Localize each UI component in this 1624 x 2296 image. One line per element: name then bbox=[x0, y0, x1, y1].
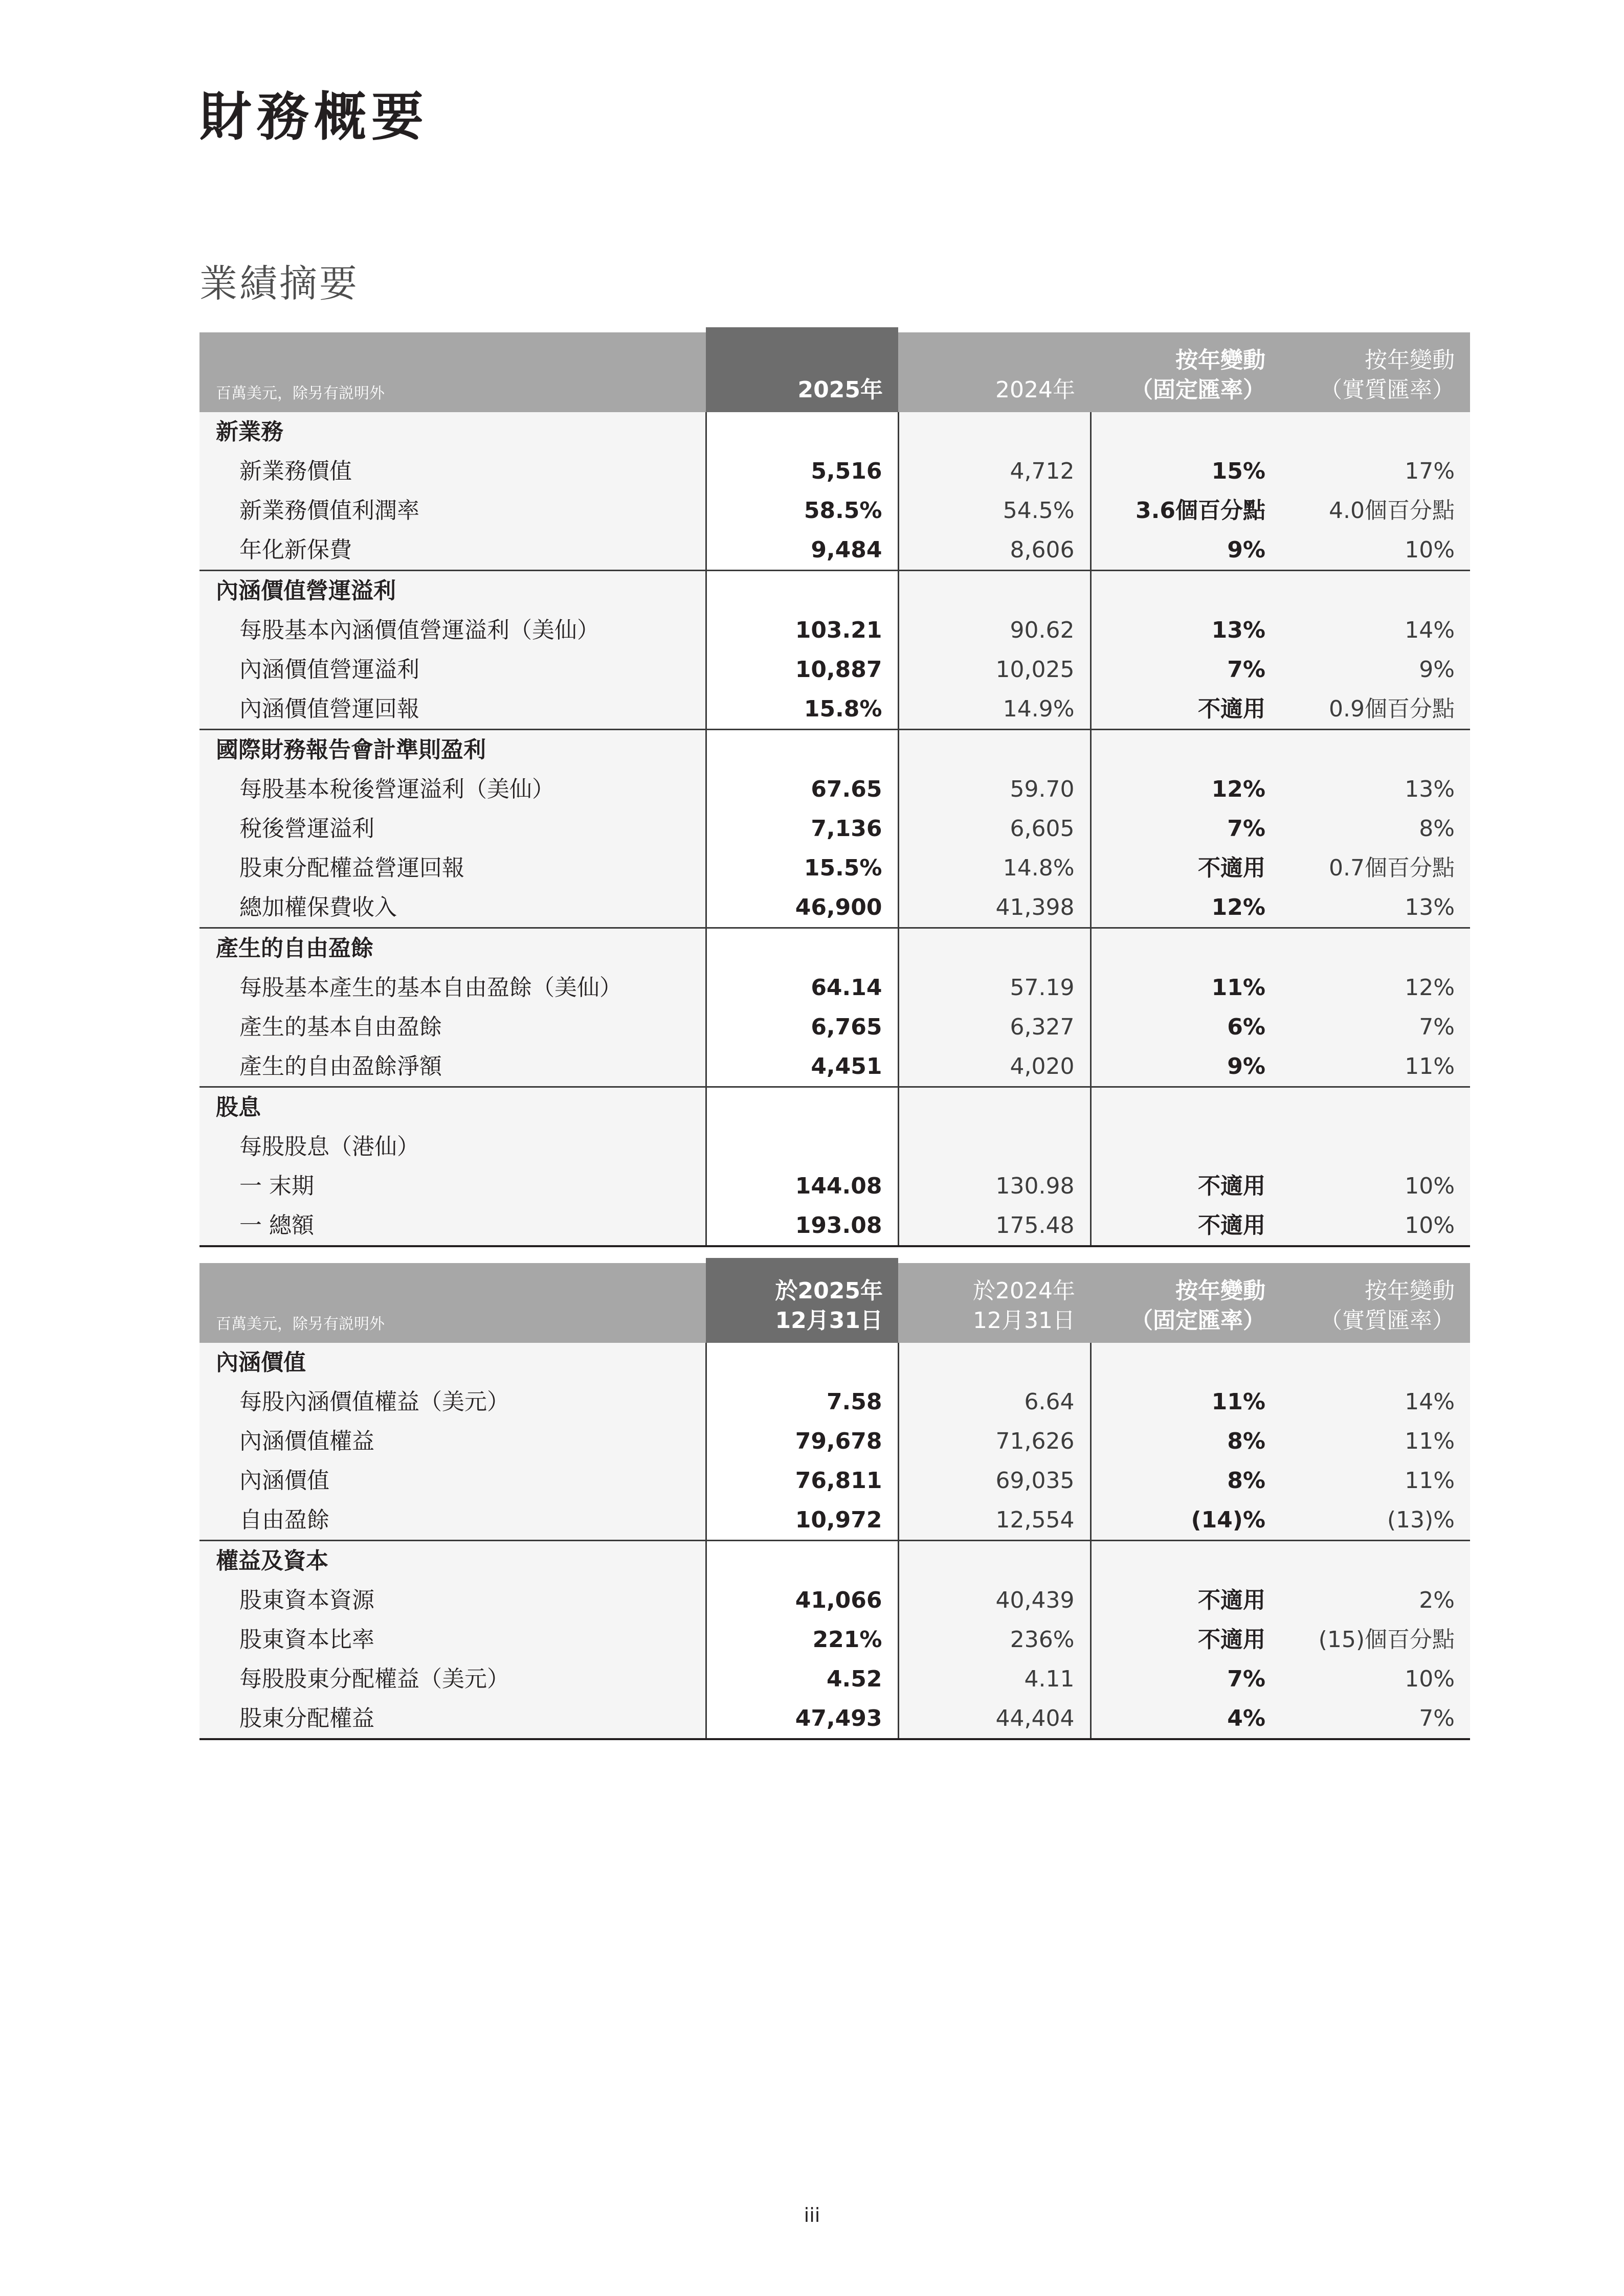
value-current: 10,887 bbox=[706, 650, 898, 689]
value-previous: 10,025 bbox=[898, 650, 1091, 689]
value-yoy-constant bbox=[1091, 412, 1281, 452]
value-yoy-actual: (15)個百分點 bbox=[1281, 1620, 1470, 1659]
value-current: 221% bbox=[706, 1620, 898, 1659]
value-previous: 14.8% bbox=[898, 848, 1091, 888]
table-row bbox=[199, 1127, 1470, 1166]
value-yoy-constant bbox=[1091, 928, 1281, 969]
value-yoy-actual bbox=[1281, 1127, 1470, 1166]
row-label: 一 末期 bbox=[199, 1166, 706, 1206]
row-label: 自由盈餘 bbox=[199, 1500, 706, 1541]
value-yoy-constant: 不適用 bbox=[1091, 1166, 1281, 1206]
row-label: 內涵價值 bbox=[199, 1343, 706, 1382]
value-yoy-actual: 14% bbox=[1281, 1382, 1470, 1422]
value-yoy-constant: 不適用 bbox=[1091, 848, 1281, 888]
value-yoy-constant: 11% bbox=[1091, 1382, 1281, 1422]
value-yoy-constant: 8% bbox=[1091, 1422, 1281, 1461]
value-yoy-constant: 3.6個百分點 bbox=[1091, 491, 1281, 530]
value-yoy-actual: 13% bbox=[1281, 888, 1470, 928]
table-row bbox=[199, 1461, 1470, 1500]
value-yoy-actual: 0.7個百分點 bbox=[1281, 848, 1470, 888]
value-current bbox=[706, 412, 898, 452]
value-previous: 59.70 bbox=[898, 770, 1091, 809]
value-yoy-constant: 7% bbox=[1091, 1659, 1281, 1699]
group-header-row bbox=[199, 730, 1470, 770]
col-2025-header bbox=[706, 1263, 898, 1343]
table-row bbox=[199, 1166, 1470, 1206]
value-current bbox=[706, 928, 898, 969]
col-yoy-actual-line1: 按年變動 bbox=[1365, 347, 1455, 373]
balance-summary-table bbox=[199, 1263, 1470, 1740]
value-current: 144.08 bbox=[706, 1166, 898, 1206]
value-current: 47,493 bbox=[706, 1699, 898, 1739]
table-row bbox=[199, 1500, 1470, 1541]
value-current: 7,136 bbox=[706, 809, 898, 848]
value-yoy-actual: 7% bbox=[1281, 1699, 1470, 1739]
row-label: 每股基本產生的基本自由盈餘（美仙） bbox=[199, 968, 706, 1007]
value-current: 15.8% bbox=[706, 689, 898, 730]
value-current bbox=[706, 730, 898, 770]
row-label: 內涵價值權益 bbox=[199, 1422, 706, 1461]
value-previous: 40,439 bbox=[898, 1581, 1091, 1620]
row-label: 國際財務報告會計準則盈利 bbox=[199, 730, 706, 770]
col-2024-line1: 於2024年 bbox=[973, 1278, 1075, 1304]
value-yoy-actual: 10% bbox=[1281, 1206, 1470, 1246]
table-row bbox=[199, 530, 1470, 571]
col-yoy-actual-line1: 按年變動 bbox=[1365, 1278, 1455, 1304]
row-label: 內涵價值營運回報 bbox=[199, 689, 706, 730]
value-yoy-constant: 不適用 bbox=[1091, 689, 1281, 730]
value-previous: 236% bbox=[898, 1620, 1091, 1659]
table-row bbox=[199, 968, 1470, 1007]
value-yoy-actual: 4.0個百分點 bbox=[1281, 491, 1470, 530]
value-previous: 57.19 bbox=[898, 968, 1091, 1007]
value-yoy-constant: 不適用 bbox=[1091, 1620, 1281, 1659]
table-row bbox=[199, 689, 1470, 730]
page-number: iii bbox=[804, 2204, 820, 2226]
col-yoy-constant-line1: 按年變動 bbox=[1175, 1278, 1265, 1304]
value-previous bbox=[898, 1127, 1091, 1166]
value-yoy-constant: 12% bbox=[1091, 888, 1281, 928]
section-title: 業績摘要 bbox=[199, 262, 359, 306]
value-yoy-actual: 10% bbox=[1281, 530, 1470, 571]
value-yoy-constant bbox=[1091, 1127, 1281, 1166]
col-yoy-constant-header bbox=[1091, 332, 1281, 412]
value-current: 9,484 bbox=[706, 530, 898, 571]
row-label: 股東分配權益 bbox=[199, 1699, 706, 1739]
value-yoy-constant: 11% bbox=[1091, 968, 1281, 1007]
value-current: 64.14 bbox=[706, 968, 898, 1007]
row-label: 每股內涵價值權益（美元） bbox=[199, 1382, 706, 1422]
row-label: 內涵價值 bbox=[199, 1461, 706, 1500]
table-row bbox=[199, 1382, 1470, 1422]
row-label: 產生的基本自由盈餘 bbox=[199, 1007, 706, 1047]
table-row bbox=[199, 1620, 1470, 1659]
group-header-row bbox=[199, 412, 1470, 452]
performance-summary-table bbox=[199, 332, 1470, 1247]
table-row bbox=[199, 848, 1470, 888]
col-2024-header: 2024年 bbox=[898, 332, 1091, 412]
value-current: 76,811 bbox=[706, 1461, 898, 1500]
table-row bbox=[199, 611, 1470, 650]
value-current bbox=[706, 1541, 898, 1581]
value-yoy-actual: 13% bbox=[1281, 770, 1470, 809]
value-current: 79,678 bbox=[706, 1422, 898, 1461]
value-yoy-constant: 13% bbox=[1091, 611, 1281, 650]
value-previous: 4,020 bbox=[898, 1047, 1091, 1087]
value-current: 58.5% bbox=[706, 491, 898, 530]
group-header-row bbox=[199, 928, 1470, 969]
value-current: 46,900 bbox=[706, 888, 898, 928]
table-row bbox=[199, 888, 1470, 928]
value-yoy-actual: 14% bbox=[1281, 611, 1470, 650]
value-previous bbox=[898, 412, 1091, 452]
row-label: 每股基本內涵價值營運溢利（美仙） bbox=[199, 611, 706, 650]
value-yoy-actual bbox=[1281, 928, 1470, 969]
value-current: 193.08 bbox=[706, 1206, 898, 1246]
row-label: 每股基本稅後營運溢利（美仙） bbox=[199, 770, 706, 809]
group-header-row bbox=[199, 1087, 1470, 1128]
value-current: 67.65 bbox=[706, 770, 898, 809]
value-previous bbox=[898, 1343, 1091, 1382]
col-yoy-actual-line2: （實質匯率） bbox=[1320, 377, 1455, 403]
value-current: 4.52 bbox=[706, 1659, 898, 1699]
value-current bbox=[706, 1087, 898, 1128]
value-previous bbox=[898, 1541, 1091, 1581]
col-yoy-constant-line2: （固定匯率） bbox=[1130, 1308, 1265, 1334]
table-row bbox=[199, 650, 1470, 689]
value-current: 10,972 bbox=[706, 1500, 898, 1541]
col-yoy-actual-header bbox=[1281, 332, 1470, 412]
row-label: 一 總額 bbox=[199, 1206, 706, 1246]
table-header-row bbox=[199, 332, 1470, 412]
group-header-row bbox=[199, 571, 1470, 611]
row-label: 總加權保費收入 bbox=[199, 888, 706, 928]
table-row bbox=[199, 770, 1470, 809]
row-label: 新業務 bbox=[199, 412, 706, 452]
value-yoy-constant bbox=[1091, 571, 1281, 611]
col-yoy-constant-header bbox=[1091, 1263, 1281, 1343]
value-previous: 6,327 bbox=[898, 1007, 1091, 1047]
value-yoy-actual: 0.9個百分點 bbox=[1281, 689, 1470, 730]
value-yoy-constant: (14)% bbox=[1091, 1500, 1281, 1541]
value-yoy-actual: 17% bbox=[1281, 452, 1470, 491]
col-yoy-actual-header bbox=[1281, 1263, 1470, 1343]
row-label: 新業務價值 bbox=[199, 452, 706, 491]
value-previous: 4,712 bbox=[898, 452, 1091, 491]
value-previous bbox=[898, 571, 1091, 611]
table-row bbox=[199, 1206, 1470, 1246]
table-row bbox=[199, 1422, 1470, 1461]
col-2024-header bbox=[898, 1263, 1091, 1343]
value-yoy-actual: 11% bbox=[1281, 1047, 1470, 1087]
value-yoy-actual bbox=[1281, 571, 1470, 611]
value-previous: 54.5% bbox=[898, 491, 1091, 530]
value-yoy-constant: 7% bbox=[1091, 809, 1281, 848]
value-current bbox=[706, 1127, 898, 1166]
col-2025-line1: 於2025年 bbox=[775, 1278, 883, 1304]
table-row bbox=[199, 1659, 1470, 1699]
table-row bbox=[199, 1581, 1470, 1620]
value-current: 4,451 bbox=[706, 1047, 898, 1087]
value-yoy-constant: 8% bbox=[1091, 1461, 1281, 1500]
value-previous bbox=[898, 928, 1091, 969]
value-current: 103.21 bbox=[706, 611, 898, 650]
group-header-row bbox=[199, 1343, 1470, 1382]
value-previous: 71,626 bbox=[898, 1422, 1091, 1461]
col-2025-line2: 12月31日 bbox=[775, 1308, 883, 1334]
value-yoy-actual: 12% bbox=[1281, 968, 1470, 1007]
row-label: 股東資本比率 bbox=[199, 1620, 706, 1659]
value-previous: 130.98 bbox=[898, 1166, 1091, 1206]
row-label: 股東分配權益營運回報 bbox=[199, 848, 706, 888]
value-yoy-constant bbox=[1091, 1087, 1281, 1128]
table-row bbox=[199, 1699, 1470, 1739]
value-previous: 90.62 bbox=[898, 611, 1091, 650]
value-yoy-actual bbox=[1281, 1541, 1470, 1581]
value-previous: 14.9% bbox=[898, 689, 1091, 730]
value-yoy-actual: 11% bbox=[1281, 1461, 1470, 1500]
value-yoy-constant bbox=[1091, 1541, 1281, 1581]
value-yoy-constant: 不適用 bbox=[1091, 1581, 1281, 1620]
value-previous bbox=[898, 1087, 1091, 1128]
row-label: 每股股東分配權益（美元） bbox=[199, 1659, 706, 1699]
row-label: 股東資本資源 bbox=[199, 1581, 706, 1620]
value-current bbox=[706, 571, 898, 611]
row-label: 內涵價值營運溢利 bbox=[199, 571, 706, 611]
value-yoy-constant: 7% bbox=[1091, 650, 1281, 689]
col-2025-header: 2025年 bbox=[706, 332, 898, 412]
value-yoy-actual: 10% bbox=[1281, 1166, 1470, 1206]
col-yoy-constant-line2: （固定匯率） bbox=[1130, 377, 1265, 403]
value-yoy-constant: 4% bbox=[1091, 1699, 1281, 1739]
value-yoy-actual: 10% bbox=[1281, 1659, 1470, 1699]
value-yoy-actual: (13)% bbox=[1281, 1500, 1470, 1541]
row-label: 新業務價值利潤率 bbox=[199, 491, 706, 530]
value-current: 41,066 bbox=[706, 1581, 898, 1620]
value-previous: 4.11 bbox=[898, 1659, 1091, 1699]
value-current: 6,765 bbox=[706, 1007, 898, 1047]
table-row bbox=[199, 1047, 1470, 1087]
col-yoy-actual-line2: （實質匯率） bbox=[1320, 1308, 1455, 1334]
table-row bbox=[199, 1007, 1470, 1047]
value-yoy-actual: 9% bbox=[1281, 650, 1470, 689]
value-yoy-actual bbox=[1281, 412, 1470, 452]
value-yoy-actual: 7% bbox=[1281, 1007, 1470, 1047]
value-yoy-constant: 9% bbox=[1091, 530, 1281, 571]
col-yoy-constant-line1: 按年變動 bbox=[1175, 347, 1265, 373]
table-header-row bbox=[199, 1263, 1470, 1343]
value-yoy-actual: 11% bbox=[1281, 1422, 1470, 1461]
col-2024-line2: 12月31日 bbox=[973, 1308, 1075, 1334]
row-label: 年化新保費 bbox=[199, 530, 706, 571]
value-yoy-constant: 不適用 bbox=[1091, 1206, 1281, 1246]
value-yoy-actual bbox=[1281, 1343, 1470, 1382]
unit-header: 百萬美元，除另有説明外 bbox=[199, 332, 706, 412]
row-label: 內涵價值營運溢利 bbox=[199, 650, 706, 689]
value-yoy-constant: 15% bbox=[1091, 452, 1281, 491]
value-yoy-actual: 2% bbox=[1281, 1581, 1470, 1620]
value-previous: 44,404 bbox=[898, 1699, 1091, 1739]
value-yoy-actual bbox=[1281, 1087, 1470, 1128]
table-row bbox=[199, 452, 1470, 491]
value-previous: 69,035 bbox=[898, 1461, 1091, 1500]
row-label: 股息 bbox=[199, 1087, 706, 1128]
value-yoy-actual bbox=[1281, 730, 1470, 770]
value-previous: 175.48 bbox=[898, 1206, 1091, 1246]
row-label: 每股股息（港仙） bbox=[199, 1127, 706, 1166]
row-label: 權益及資本 bbox=[199, 1541, 706, 1581]
row-label: 產生的自由盈餘淨額 bbox=[199, 1047, 706, 1087]
value-yoy-constant: 12% bbox=[1091, 770, 1281, 809]
value-previous: 41,398 bbox=[898, 888, 1091, 928]
value-current: 5,516 bbox=[706, 452, 898, 491]
value-current: 15.5% bbox=[706, 848, 898, 888]
value-yoy-constant: 9% bbox=[1091, 1047, 1281, 1087]
value-previous: 12,554 bbox=[898, 1500, 1091, 1541]
row-label: 稅後營運溢利 bbox=[199, 809, 706, 848]
value-yoy-actual: 8% bbox=[1281, 809, 1470, 848]
value-previous: 6,605 bbox=[898, 809, 1091, 848]
value-previous: 6.64 bbox=[898, 1382, 1091, 1422]
page-title: 財務概要 bbox=[199, 87, 429, 148]
value-previous: 8,606 bbox=[898, 530, 1091, 571]
unit-header: 百萬美元，除另有説明外 bbox=[199, 1263, 706, 1343]
value-yoy-constant bbox=[1091, 730, 1281, 770]
value-yoy-constant bbox=[1091, 1343, 1281, 1382]
value-current bbox=[706, 1343, 898, 1382]
value-yoy-constant: 6% bbox=[1091, 1007, 1281, 1047]
group-header-row bbox=[199, 1541, 1470, 1581]
table-row bbox=[199, 809, 1470, 848]
row-label: 產生的自由盈餘 bbox=[199, 928, 706, 969]
table-row bbox=[199, 491, 1470, 530]
value-previous bbox=[898, 730, 1091, 770]
value-current: 7.58 bbox=[706, 1382, 898, 1422]
